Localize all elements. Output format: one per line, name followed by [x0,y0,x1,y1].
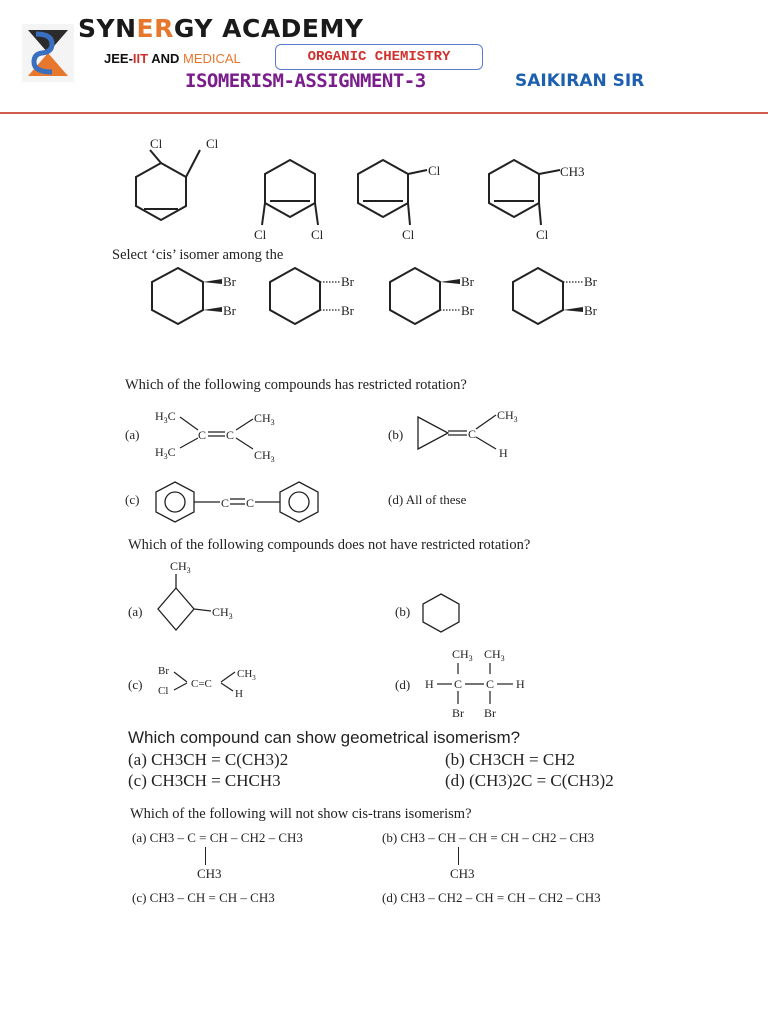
q3-option-b: (b) [395,604,411,619]
question-3: Which of the following compounds does not have restricted rotation? [128,537,531,553]
svg-text:Cl: Cl [158,685,169,697]
svg-text:CH3: $CH_3$ [212,605,233,621]
dichlorocyclohexene-structures [130,130,600,245]
question-2: Which of the following compounds has restricted rotation? [125,377,467,393]
label-cl: Cl [428,163,441,178]
courses-line: JEE-IIT AND MEDICAL [104,51,241,66]
svg-text:C: C [198,428,207,442]
svg-text:H: H [516,677,525,691]
question-1: Select ‘cis’ isomer among the [112,247,284,263]
q2-option-d: (d) All of these [388,492,467,507]
subject-badge: ORGANIC CHEMISTRY [275,44,483,70]
svg-text:C: C [486,677,495,691]
q4-option-c: (c) CH3CH = CHCH3 [128,771,281,790]
svg-text:H: H [499,446,508,460]
q2-option-b-structure [410,405,530,463]
label-cl: Cl [206,136,219,151]
q2-option-b: (b) [388,427,404,442]
q3-option-a-structure [150,556,250,636]
label-br: Br [584,303,597,318]
q5-option-b-bond [458,847,459,865]
q5-option-a-bond [205,847,206,865]
q5-option-c: (c) CH3 – CH = CH – CH3 [132,890,275,905]
svg-text:Br: Br [484,706,496,720]
brand-name: SYNERGY ACADEMY [78,14,364,43]
academy-logo [22,24,74,82]
svg-text:Br: Br [158,665,169,677]
svg-text:C: C [226,428,235,442]
question-4: Which compound can show geometrical isomerism? [128,728,521,747]
q5-option-a-branch: CH3 [197,866,222,881]
svg-text:C: C [468,427,477,441]
svg-text:C: C [221,496,230,510]
header-divider [0,112,768,114]
q4-option-a: (a) CH3CH = C(CH3)2 [128,750,289,769]
question-5: Which of the following will not show cis-trans isomerism? [130,806,472,822]
label-br: Br [223,303,236,318]
teacher-name: SAIKIRAN SIR [515,71,645,91]
svg-text:Br: Br [452,706,464,720]
svg-text:H: H [235,688,243,700]
q3-option-c-structure [155,660,275,702]
label-cl: Cl [150,136,163,151]
label-cl: Cl [402,227,415,242]
label-cl: Cl [254,227,267,242]
q2-option-c: (c) [125,492,140,507]
label-br: Br [341,274,354,289]
label-br: Br [223,274,236,289]
q5-option-d: (d) CH3 – CH2 – CH = CH – CH2 – CH3 [382,890,601,905]
q3-option-a: (a) [128,604,143,619]
q3-option-d-structure [420,644,540,724]
svg-text:H3C: $H_3C$ [155,409,176,425]
q4-option-d: (d) (CH3)2C = C(CH3)2 [445,771,614,790]
label-br: Br [341,303,354,318]
svg-text:CH3: $CH_3$ [237,668,256,682]
dibromocyclohexane-structures [140,262,620,332]
label-br: Br [584,274,597,289]
q2-option-c-structure [150,480,330,524]
svg-text:CH3: $CH_3$ [254,448,275,463]
svg-text:CH3: $CH_3$ [497,408,518,424]
q2-option-a-structure [150,405,290,463]
label-br: Br [461,274,474,289]
svg-text:H3C: $H_3C$ [155,445,176,461]
svg-text:H: H [425,677,434,691]
svg-text:CH3: $CH_3$ [254,411,275,427]
svg-text:C=C: C=C [191,678,212,690]
assignment-title: ISOMERISM-ASSIGNMENT-3 [185,70,426,92]
q2-option-a: (a) [125,427,140,442]
label-ch3: CH3 [560,164,585,179]
q3-option-c: (c) [128,677,143,692]
q5-option-b-branch: CH3 [450,866,475,881]
svg-text:CH3: $CH_3$ [170,559,191,575]
q5-option-a: (a) CH3 – C = CH – CH2 – CH3 [132,830,303,845]
svg-text:C: C [454,677,463,691]
q4-option-b: (b) CH3CH = CH2 [445,750,576,769]
svg-text:CH3: $CH_3$ [452,647,473,663]
svg-text:CH3: $CH_3$ [484,647,505,663]
q3-option-b-structure [420,592,464,634]
label-br: Br [461,303,474,318]
svg-text:C: C [246,496,255,510]
q5-option-b: (b) CH3 – CH – CH = CH – CH2 – CH3 [382,830,595,845]
q3-option-d: (d) [395,677,411,692]
label-cl: Cl [311,227,324,242]
label-cl: Cl [536,227,549,242]
